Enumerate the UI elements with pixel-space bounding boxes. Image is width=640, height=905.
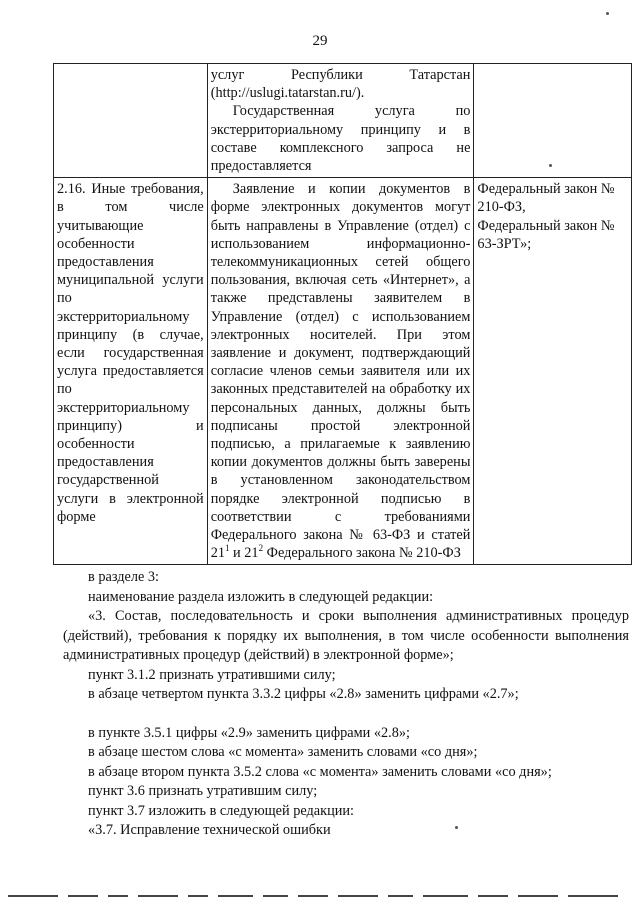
requirements-table	[53, 63, 632, 565]
blank-line	[63, 705, 629, 724]
scan-speck	[606, 12, 609, 15]
table-cell-requirement-body	[207, 178, 474, 565]
cell-text: 2.16. Иные требования, в том числе учитывающие особенности предоставления муниципальной услуги по экстерриториальному принципу (в случае, если государственная услуга предоставляется по экстерриториальному принципу) и особенности предоставления государственной услуги в электронной форме	[57, 181, 204, 525]
paragraph: наименование раздела изложить в следующей редакции:	[88, 588, 434, 605]
cell-text-main: Заявление и копии документов в форме электронных документов могут быть направлены в Управление (отдел) с использованием информационно-телекоммуникационных сетей общего пользования, включая сеть «Интернет», а также представлены заявителем в Управление (отдел) с использованием электронных носителей. При этом заявление и документ, подтверждающий согласие членов семьи заявителя или их законных представителей на обработку их персональных данных, должны быть подписаны простой электронной подписью, а прилагаемые к заявлению копии документов должны быть заверены в установленном законодательством порядке электронной подписью в соответствии с требованиями Федерального закона № 63-ФЗ и статей 21	[210, 181, 471, 562]
table-cell-empty	[54, 64, 208, 178]
amendments-block	[63, 568, 629, 841]
scan-noise-graphic	[8, 892, 628, 900]
paragraph: «3. Состав, последовательность и сроки выполнения административных процедур (действий), требования к порядку их выполнения, в том числе особенности выполнения административных процедур (действий) в электронной форме»;	[63, 608, 629, 663]
cell-text: услуг Республики Татарстан	[210, 67, 471, 83]
table-cell-requirement-title	[54, 178, 208, 565]
paragraph: пункт 3.1.2 признать утратившими силу;	[88, 666, 336, 683]
paragraph: в абзаце четвертом пункта 3.3.2 цифры «2.8» заменить цифрами «2.7»;	[88, 686, 519, 702]
cell-text: Федеральный закон № 63-ЗРТ»;	[477, 217, 615, 252]
table-row	[54, 64, 632, 178]
cell-text: Государственная услуга по экстерриториальному принципу и в составе комплексного запроса не предоставляется	[210, 103, 471, 175]
paragraph: в абзаце шестом слова «с момента» заменить словами «со дня»;	[88, 744, 478, 760]
paragraph: в пункте 3.5.1 цифры «2.9» заменить цифрами «2.8»;	[88, 724, 411, 741]
table-row	[54, 178, 632, 565]
paragraph: в разделе 3:	[88, 569, 160, 585]
cell-text-end: Федерального закона № 210-ФЗ	[263, 545, 461, 562]
cell-text	[211, 180, 471, 562]
scan-speck	[455, 826, 458, 829]
paragraph: пункт 3.6 признать утратившим силу;	[88, 783, 318, 799]
paragraph: пункт 3.7 изложить в следующей редакции:	[88, 802, 355, 819]
page-number: 29	[312, 33, 328, 49]
scan-speck	[549, 164, 552, 167]
scan-footer-marks	[8, 887, 628, 895]
table-cell-empty	[474, 64, 632, 178]
cell-text-mid: и 21	[229, 545, 259, 562]
superscript: 1	[224, 543, 230, 554]
cell-link-text: (http://uslugi.tatarstan.ru/).	[210, 85, 365, 102]
cell-text: Федеральный закон № 210-ФЗ,	[477, 181, 615, 216]
paragraph: в абзаце втором пункта 3.5.2 слова «с момента» заменить словами «со дня»;	[88, 763, 552, 780]
superscript: 2	[258, 543, 264, 554]
paragraph: «3.7. Исправление технической ошибки	[88, 822, 331, 838]
table-cell-legal-basis	[474, 178, 632, 565]
table-cell-services	[207, 64, 474, 178]
